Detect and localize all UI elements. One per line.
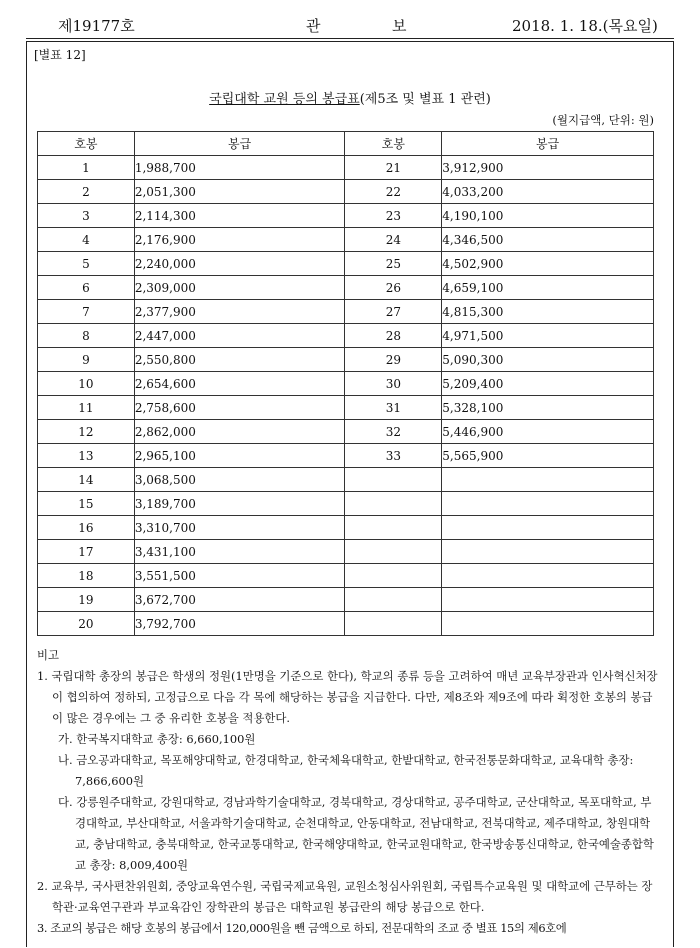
cell-step-left: 4 (38, 228, 135, 252)
cell-salary-right (442, 564, 654, 588)
cell-salary-right (442, 588, 654, 612)
cell-step-right: 25 (345, 252, 442, 276)
cell-step-right: 23 (345, 204, 442, 228)
cell-salary-left: 2,240,000 (134, 252, 345, 276)
salary-table (37, 131, 654, 636)
page-title (0, 88, 700, 107)
issue-date: 2018. 1. 18.(목요일) (512, 17, 658, 35)
cell-salary-right: 3,912,900 (442, 156, 654, 180)
gazette-title-char-2: 보 (392, 17, 407, 35)
cell-step-right: 31 (345, 396, 442, 420)
cell-step-right (345, 564, 442, 588)
table-row (38, 396, 654, 420)
cell-step-right (345, 588, 442, 612)
cell-salary-right: 5,565,900 (442, 444, 654, 468)
annex-label: [별표 12] (34, 48, 86, 62)
table-row (38, 156, 654, 180)
cell-salary-left: 3,551,500 (134, 564, 345, 588)
note-item-2: 2. 교육부, 국사편찬위원회, 중앙교육연수원, 국립국제교육원, 교원소청심사위원회, 국립특수교육원 및 대학교에 근무하는 장학관·교육연구관과 부교육감인 장학관의 봉급은 대학교원 봉급란의 해당 봉급으로 한다. (37, 879, 653, 914)
table-row (38, 444, 654, 468)
cell-salary-left: 3,189,700 (134, 492, 345, 516)
notes-heading: 비고 (37, 648, 60, 662)
col-header-step-1: 호봉 (38, 132, 135, 156)
cell-salary-right: 4,971,500 (442, 324, 654, 348)
cell-salary-left: 2,654,600 (134, 372, 345, 396)
gazette-title-char-1: 관 (306, 17, 321, 35)
cell-step-left: 16 (38, 516, 135, 540)
table-row (38, 204, 654, 228)
col-header-step-2: 호봉 (345, 132, 442, 156)
table-row (38, 276, 654, 300)
cell-salary-left: 3,792,700 (134, 612, 345, 636)
cell-salary-left: 2,176,900 (134, 228, 345, 252)
table-row (38, 468, 654, 492)
cell-salary-right (442, 612, 654, 636)
table-row (38, 180, 654, 204)
cell-salary-right: 5,446,900 (442, 420, 654, 444)
col-header-salary-2: 봉급 (442, 132, 654, 156)
table-row (38, 516, 654, 540)
cell-step-right: 30 (345, 372, 442, 396)
cell-salary-right (442, 516, 654, 540)
cell-step-left: 7 (38, 300, 135, 324)
table-row (38, 348, 654, 372)
cell-step-right: 28 (345, 324, 442, 348)
cell-step-left: 8 (38, 324, 135, 348)
cell-step-right: 27 (345, 300, 442, 324)
cell-salary-left: 2,114,300 (134, 204, 345, 228)
note-subitem-da: 다. 강릉원주대학교, 강원대학교, 경남과학기술대학교, 경북대학교, 경상대학교, 공주대학교, 군산대학교, 목포대학교, 부경대학교, 부산대학교, 서울과학기술대학교, 순천대학교, 안동대학교, 전남대학교, 전북대학교, 제주대학교, 창원대학교, 충남대학교, 충북대학교, 한국교통대학교, 한국해양대학교, 한국교원대학교, 한국방송통신대학교, 한국예술종합학교 총장: 8,009,400원 (58, 795, 654, 872)
cell-step-left: 11 (38, 396, 135, 420)
cell-step-left: 3 (38, 204, 135, 228)
cell-step-left: 5 (38, 252, 135, 276)
table-header-row (38, 132, 654, 156)
cell-salary-left: 2,377,900 (134, 300, 345, 324)
cell-salary-right (442, 492, 654, 516)
cell-salary-right: 4,502,900 (442, 252, 654, 276)
cell-step-left: 20 (38, 612, 135, 636)
cell-step-left: 6 (38, 276, 135, 300)
table-row (38, 420, 654, 444)
cell-step-right: 24 (345, 228, 442, 252)
cell-salary-right: 4,659,100 (442, 276, 654, 300)
table-row (38, 588, 654, 612)
table-row (38, 228, 654, 252)
cell-step-right (345, 468, 442, 492)
unit-note: (월지급액, 단위: 원) (552, 113, 654, 127)
cell-salary-left: 2,447,000 (134, 324, 345, 348)
cell-step-right: 32 (345, 420, 442, 444)
cell-salary-left: 2,309,000 (134, 276, 345, 300)
note-item-3: 3. 조교의 봉급은 해당 호봉의 봉급에서 120,000원을 뺀 금액으로 하되, 전문대학의 조교 중 별표 15의 제6호에 (37, 921, 567, 935)
cell-step-left: 13 (38, 444, 135, 468)
title-main: 국립대학 교원 등의 봉급표 (209, 92, 360, 107)
table-row (38, 492, 654, 516)
notes-section (37, 645, 659, 939)
cell-salary-left: 1,988,700 (134, 156, 345, 180)
cell-step-right: 33 (345, 444, 442, 468)
cell-salary-right (442, 540, 654, 564)
note-item-1: 1. 국립대학 총장의 봉급은 학생의 정원(1만명을 기준으로 한다), 학교의 종류 등을 고려하여 매년 교육부장관과 인사혁신처장이 협의하여 정하되, 고정급으로 다음 각 목에 해당하는 봉급을 지급한다. 다만, 제8조와 제9조에 따라 획정한 호봉의 봉급이 많은 경우에는 그 중 유리한 호봉을 적용한다. (37, 669, 658, 725)
table-row (38, 372, 654, 396)
cell-step-right: 22 (345, 180, 442, 204)
cell-salary-right: 4,815,300 (442, 300, 654, 324)
cell-step-left: 15 (38, 492, 135, 516)
cell-salary-left: 3,672,700 (134, 588, 345, 612)
cell-step-left: 17 (38, 540, 135, 564)
cell-step-right (345, 612, 442, 636)
table-row (38, 540, 654, 564)
table-row (38, 612, 654, 636)
cell-salary-left: 2,965,100 (134, 444, 345, 468)
cell-salary-right: 4,033,200 (442, 180, 654, 204)
cell-salary-left: 3,431,100 (134, 540, 345, 564)
issue-number: 제19177호 (58, 17, 135, 35)
cell-step-right: 29 (345, 348, 442, 372)
cell-step-right (345, 492, 442, 516)
cell-salary-right: 4,190,100 (442, 204, 654, 228)
cell-salary-right: 5,209,400 (442, 372, 654, 396)
title-sub: (제5조 및 별표 1 관련) (359, 92, 491, 107)
table-row (38, 300, 654, 324)
cell-step-right (345, 540, 442, 564)
cell-salary-right: 5,090,300 (442, 348, 654, 372)
cell-step-left: 18 (38, 564, 135, 588)
header-rule (26, 38, 674, 39)
col-header-salary-1: 봉급 (134, 132, 345, 156)
table-row (38, 252, 654, 276)
cell-salary-left: 2,862,000 (134, 420, 345, 444)
note-subitem-na: 나. 금오공과대학교, 목포해양대학교, 한경대학교, 한국체육대학교, 한밭대학교, 한국전통문화대학교, 교육대학 총장: 7,866,600원 (58, 753, 634, 788)
cell-salary-right: 4,346,500 (442, 228, 654, 252)
cell-salary-left: 2,550,800 (134, 348, 345, 372)
cell-step-right: 26 (345, 276, 442, 300)
table-row (38, 564, 654, 588)
cell-step-right: 21 (345, 156, 442, 180)
cell-salary-right (442, 468, 654, 492)
cell-step-left: 12 (38, 420, 135, 444)
cell-step-left: 14 (38, 468, 135, 492)
cell-salary-left: 2,051,300 (134, 180, 345, 204)
cell-step-left: 10 (38, 372, 135, 396)
cell-salary-left: 3,068,500 (134, 468, 345, 492)
table-row (38, 324, 654, 348)
cell-salary-left: 3,310,700 (134, 516, 345, 540)
cell-salary-right: 5,328,100 (442, 396, 654, 420)
table-body (38, 156, 654, 636)
cell-step-left: 2 (38, 180, 135, 204)
note-subitem-ga: 가. 한국복지대학교 총장: 6,660,100원 (58, 732, 256, 746)
cell-step-left: 9 (38, 348, 135, 372)
cell-step-right (345, 516, 442, 540)
cell-step-left: 19 (38, 588, 135, 612)
cell-step-left: 1 (38, 156, 135, 180)
cell-salary-left: 2,758,600 (134, 396, 345, 420)
